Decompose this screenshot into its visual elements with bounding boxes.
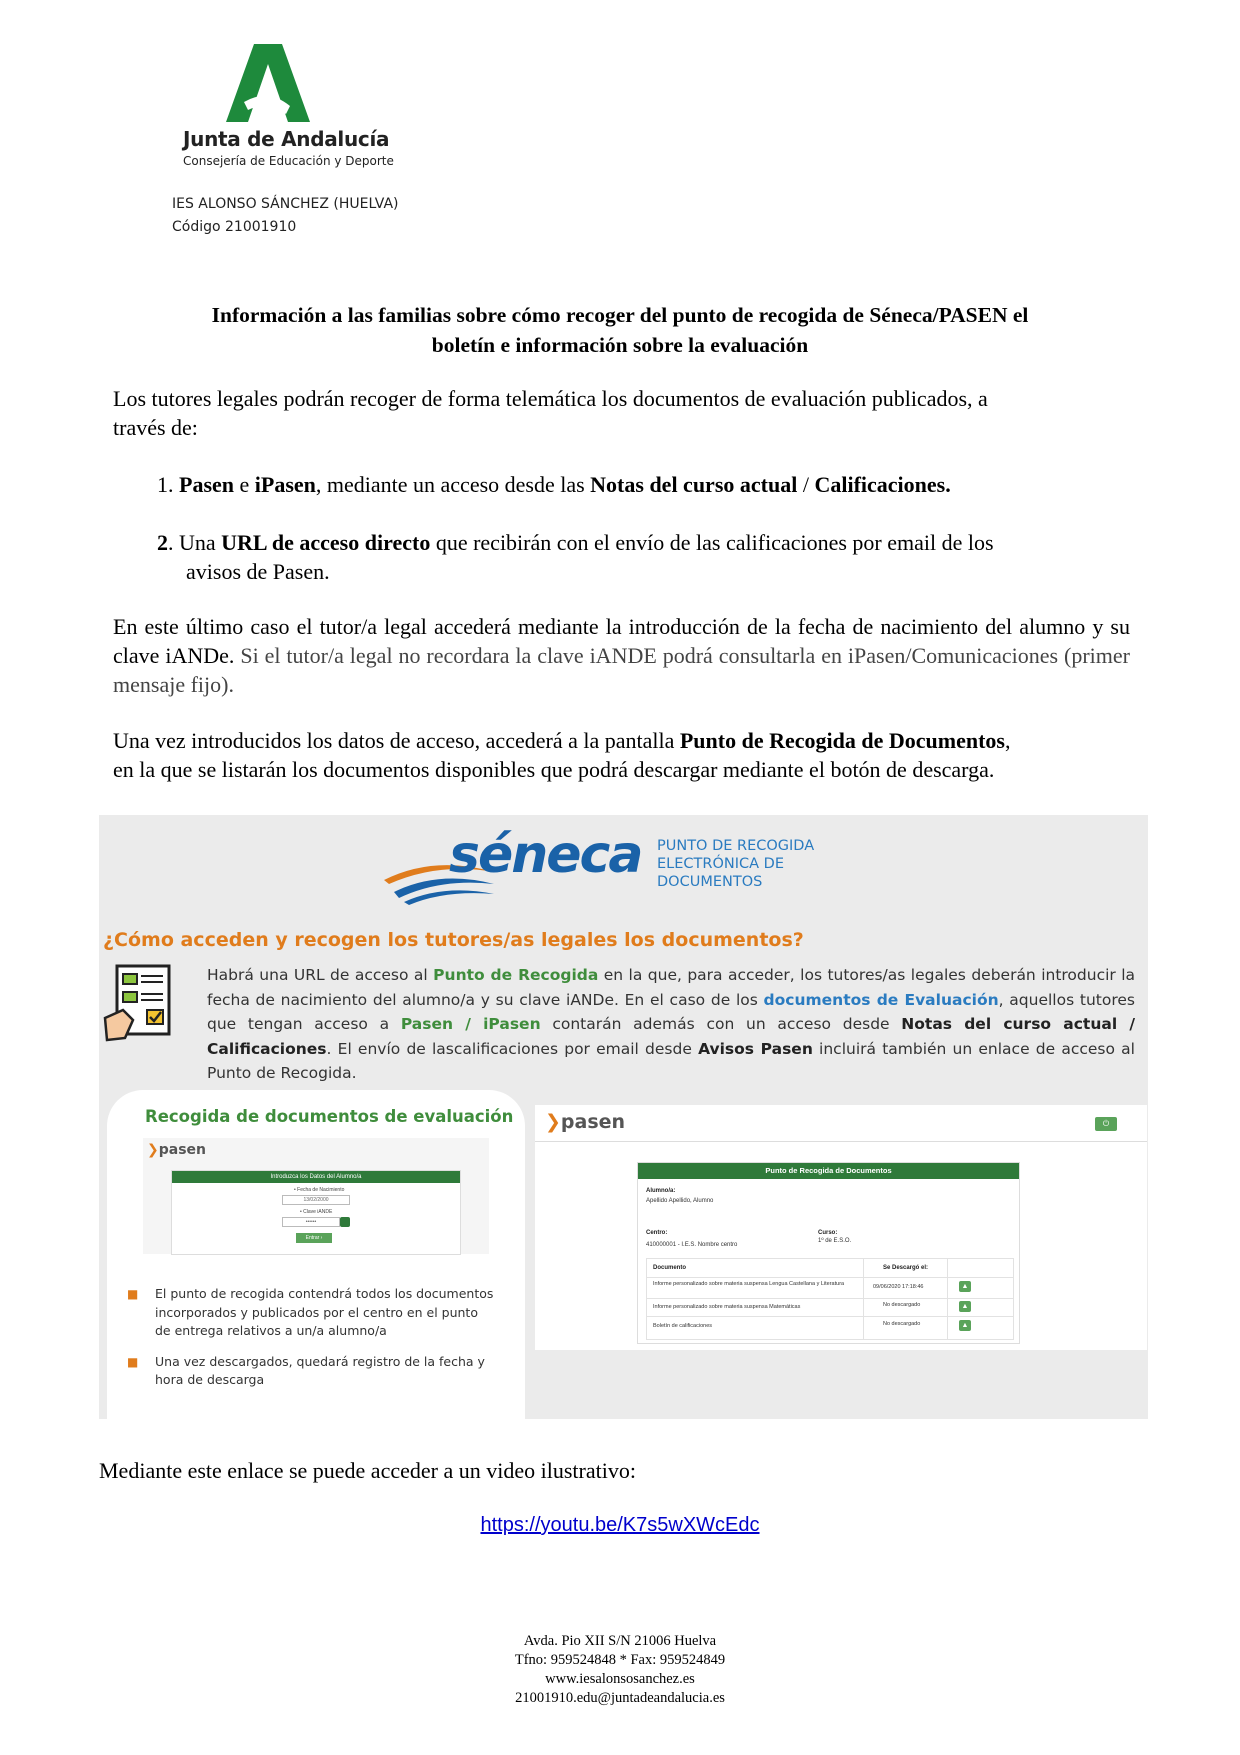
item1-mid: , mediante un acceso desde las: [315, 472, 591, 497]
fecha-label: • Fecha de Nacimiento: [294, 1187, 345, 1193]
item1-slash: /: [797, 472, 815, 497]
tagline-line-1: PUNTO DE RECOGIDA: [657, 838, 815, 854]
row-divider: [647, 1298, 1013, 1299]
list-item-1: [157, 470, 1117, 499]
desc-text-7: incluirá también un enlace de acceso al Punto de Recogida.: [207, 1039, 1135, 1082]
bullet-text-2: Una vez descargados, quedará registro de la fecha y hora de descarga: [155, 1353, 485, 1387]
document-title: [120, 300, 1120, 360]
para3-part-1: En este último caso el tutor/a legal accederá mediante la introducción de la fecha de nacimiento del alumno y su clave iANDe.: [113, 614, 1130, 668]
pasen-logo-icon: ❯: [147, 1142, 159, 1158]
clave-label: • Clave iANDE: [300, 1209, 333, 1215]
footer-phone: Tfno: 959524848 * Fax: 959524849: [514, 1652, 726, 1668]
alumno-value: Apellido Apellido, Alumno: [646, 1198, 714, 1204]
login-card-title: Recogida de documentos de evaluación: [145, 1107, 514, 1126]
divider: [535, 1141, 1147, 1142]
desc-ipasen: iPasen: [483, 1015, 541, 1033]
col-documento: Documento: [653, 1265, 686, 1271]
pasen-logo-text: pasen: [560, 1111, 626, 1133]
login-screenshot: [143, 1138, 489, 1254]
documents-box-header: Punto de Recogida de Documentos: [638, 1163, 1019, 1179]
download-icon[interactable]: ▲: [959, 1281, 971, 1292]
item2-number: 2: [157, 530, 168, 555]
desc-notas-calificaciones: Notas del curso actual / Calificaciones: [207, 1015, 1135, 1058]
para4-part-1: Una vez introducidos los datos de acceso, accederá a la pantalla: [113, 728, 680, 753]
desc-text-6: . El envío de lascalificaciones por email desde: [326, 1039, 699, 1058]
pasen-logo: [545, 1111, 625, 1133]
col-divider: [863, 1259, 864, 1339]
item1-and: e: [234, 472, 255, 497]
intro-paragraph: [113, 384, 1123, 442]
centro-label: Centro:: [646, 1230, 668, 1236]
title-line-2: boletín e información sobre la evaluación: [431, 333, 809, 357]
desc-avisos-pasen: Avisos Pasen: [698, 1039, 813, 1058]
org-subtitle: Consejería de Educación y Deporte: [183, 154, 394, 168]
curso-label: Curso:: [818, 1230, 838, 1236]
list-item-2-line-2: avisos de Pasen.: [186, 559, 330, 584]
table-row-date: No descargado: [883, 1321, 921, 1327]
download-icon[interactable]: ▲: [959, 1320, 971, 1331]
login-form: [171, 1170, 461, 1255]
table-row-doc: Boletín de calificaciones: [653, 1323, 713, 1329]
item2-prefix: . Una: [168, 530, 222, 555]
seneca-info-image: [99, 815, 1148, 1419]
item1-pasen: Pasen: [179, 472, 234, 497]
fecha-input[interactable]: 13/02/2000: [282, 1195, 350, 1205]
bullet-icon: ■: [127, 1287, 139, 1301]
table-row-doc: Informe personalizado sobre materia suspensa Lengua Castellana y Literatura: [653, 1281, 845, 1287]
clave-input[interactable]: ••••••: [282, 1217, 340, 1227]
tagline-line-2: ELECTRÓNICA DE: [657, 856, 784, 872]
para4-bold: Punto de Recogida de Documentos: [679, 728, 1005, 753]
table-row-doc: Informe personalizado sobre materia suspensa Matemáticas: [653, 1304, 801, 1310]
curso-value: 1º de E.S.O.: [818, 1238, 852, 1244]
table-row-date: No descargado: [883, 1302, 921, 1308]
item1-notas: Notas del curso actual: [590, 472, 798, 497]
desc-text-5: contarán además con un acceso desde: [540, 1015, 902, 1033]
centro-value: 410000001 - I.E.S. Nombre centro: [646, 1242, 738, 1248]
footer: [0, 1632, 1240, 1708]
seneca-tagline: [657, 837, 814, 891]
pasen-logo-icon: ❯: [545, 1111, 561, 1133]
intro-line-2: través de:: [113, 415, 198, 440]
org-name: Junta de Andalucía: [183, 127, 390, 151]
intro-line-1: Los tutores legales podrán recoger de forma telemática los documentos de evaluación publicados, a: [113, 386, 988, 411]
desc-pasen: Pasen: [400, 1015, 454, 1033]
video-text: Mediante este enlace se puede acceder a un video ilustrativo:: [99, 1458, 636, 1483]
desc-text-2: en la que, para acceder, los tutores/as legales deberán introducir la fecha de nacimiento del alumno/a y su clave iANDe. En el caso de los: [207, 966, 1136, 1009]
item2-rest: que recibirán con el envío de las calificaciones por email de los: [430, 530, 994, 555]
desc-text-1: Habrá una URL de acceso al: [207, 966, 434, 984]
pasen-logo-text: pasen: [158, 1142, 206, 1158]
para3-part-2: Si el tutor/a legal no recordara la clave iANDE podrá consultarla en iPasen/Comunicaciones (primer mensaje fijo).: [113, 643, 1130, 697]
login-card-bullets: [125, 1285, 495, 1402]
item1-number: 1.: [157, 472, 179, 497]
desc-punto-recogida: Punto de Recogida: [433, 966, 599, 984]
item1-ipasen: iPasen: [254, 472, 316, 497]
paragraph-punto-recogida: [113, 726, 1143, 784]
panel-question: ¿Cómo acceden y recogen los tutores/as legales los documentos?: [103, 929, 804, 951]
list-item-2: [157, 528, 1117, 557]
bullet-item: [125, 1353, 495, 1390]
bullet-item: [125, 1285, 495, 1341]
bullet-icon: ■: [127, 1354, 139, 1369]
footer-address: Avda. Pio XII S/N 21006 Huelva: [523, 1633, 717, 1649]
item2-url: URL de acceso directo: [221, 530, 431, 555]
para4-line-2: en la que se listarán los documentos disponibles que podrá descargar mediante el botón de descarga.: [113, 757, 995, 782]
footer-email: 21001910.edu@juntadeandalucia.es: [515, 1690, 725, 1706]
bullet-text-1: El punto de recogida contendrá todos los documentos incorporados y publicados por el centro en el punto de entrega relativos a un/a alumno/a: [155, 1286, 494, 1338]
desc-text-3: , aquellos tutores que tengan acceso a: [207, 990, 1135, 1033]
school-name: IES ALONSO SÁNCHEZ (HUELVA): [172, 196, 399, 212]
junta-andalucia-logo: [226, 44, 310, 122]
show-password-icon[interactable]: [340, 1217, 350, 1227]
tagline-line-3: DOCUMENTOS: [657, 874, 763, 890]
para4-part-2: ,: [1004, 728, 1011, 753]
title-line-1: Información a las familias sobre cómo recoger del punto de recogida de Séneca/PASEN el: [211, 303, 1029, 327]
power-icon[interactable]: ⏻: [1095, 1117, 1117, 1131]
col-divider: [947, 1259, 948, 1339]
desc-documentos-evaluacion: documentos de Evaluación: [763, 990, 999, 1009]
col-descargo: Se Descargó el:: [883, 1265, 929, 1271]
seneca-logo: séneca: [449, 825, 642, 885]
documents-screenshot: [535, 1105, 1147, 1350]
video-link[interactable]: https://youtu.be/K7s5wXWcEdc: [480, 1514, 760, 1536]
pasen-logo: [147, 1142, 206, 1158]
row-divider: [647, 1316, 1013, 1317]
entrar-button[interactable]: Entrar ›: [296, 1233, 332, 1243]
school-code: Código 21001910: [172, 219, 297, 235]
alumno-label: Alumno/a:: [646, 1188, 676, 1194]
document-checklist-icon: [103, 960, 183, 1050]
row-divider: [647, 1277, 1013, 1278]
footer-website: www.iesalonsosanchez.es: [545, 1671, 695, 1687]
download-icon[interactable]: ▲: [959, 1301, 971, 1312]
documents-table: [646, 1258, 1014, 1340]
login-card: [107, 1090, 525, 1419]
login-form-header: Introduzca los Datos del Alumno/a: [172, 1171, 460, 1183]
desc-slash: /: [453, 1015, 484, 1033]
panel-description: [207, 963, 1135, 1086]
paragraph-iande: [113, 612, 1130, 699]
item1-calificaciones: Calificaciones.: [814, 472, 951, 497]
documents-box: [637, 1162, 1020, 1344]
table-row-date: 09/06/2020 17:18:46: [873, 1284, 924, 1290]
